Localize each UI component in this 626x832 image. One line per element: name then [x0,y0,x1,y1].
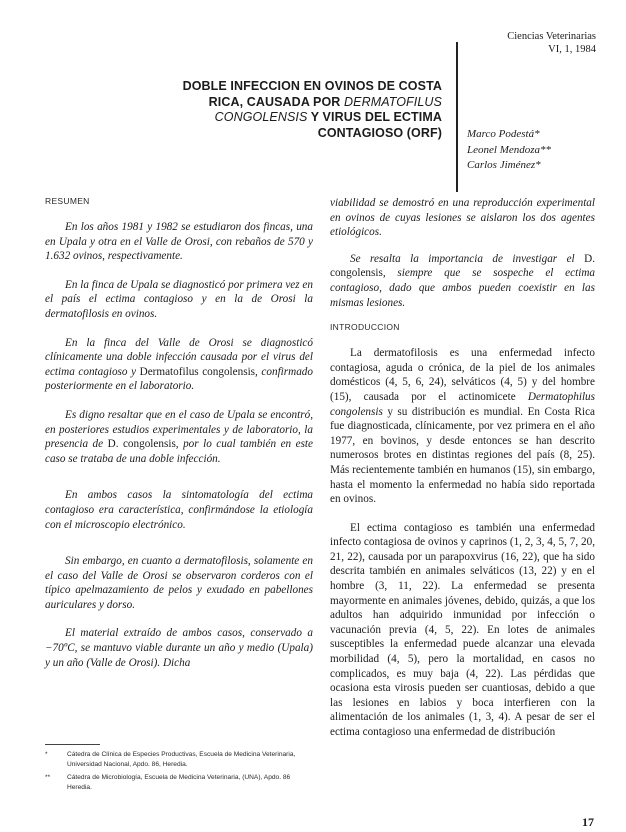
footnote-text: Cátedra de Clínica de Especies Productivas, Escuela de Medicina Veterinaria, Universidad Nacional, Apdo. 86, Heredia. [67,751,296,768]
resumen-paragraph: Se resalta la importancia de investigar el D. congolensis, siempre que se sospeche el ectima contagioso, dado que ambos pueden coexistir en las mismas lesiones. [330,252,595,309]
introduccion-heading: INTRODUCCION [330,322,400,333]
resumen-continuation: viabilidad se demostró en una reproducción experimental en ovinos de cuyas lesiones se aislaron los dos agentes etiológicos. [330,197,595,239]
resumen-heading: RESUMEN [45,196,90,206]
resumen-paragraph: En ambos casos la sintomatología del ectima contagioso era característica, confirmándose la etiología con el microscopio electrónico. [45,489,313,531]
resumen-paragraph: En la finca de Upala se diagnosticó por primera vez en el país el ectima contagioso y en la de Orosi la dermatofilosis en ovinos. [45,278,313,320]
footnote-mark: ** [45,774,51,781]
body-paragraph: El ectima contagioso es también una enfermedad infecto contagiosa de ovinos y caprinos (1, 2, 3, 4, 5, 7, 20, 21, 22), causada por un parapoxvirus (16, 22), que ha sido descrita también en animales selváticos (13, 22) y en el hombre (3, 11, 22). La enfermedad se presenta mayormente en animales jóvenes, debido, quizás, a que los adultos han adquirido inmunidad por infección o vacunación previa (4, 5, 22). En lotes de animales susceptibles la enfermedad puede alcanzar una elevada morbilidad (4, 5), pero la mortalidad, en casos no complicados, es muy baja (4, 22). Las pérdidas que ocasiona esta virosis pueden ser cuantiosas, debido a que las lesiones en labios y boca interfieren con la alimentación de los animales (1, 3, 4). A pesar de ser el ectima contagioso una enfermedad de distribución [330,521,595,738]
title-line-4: CONTAGIOSO (ORF) [317,125,442,140]
journal-header [507,30,596,56]
vertical-rule [456,42,458,192]
resumen-paragraph: En los años 1981 y 1982 se estudiaron dos fincas, una en Upala y otra en el Valle de Orosi, con rebaños de 570 y 1.632 ovinos, respectivamente. [45,221,313,263]
page-number: 17 [582,815,594,829]
footnote-text: Cátedra de Microbiología, Escuela de Medicina Veterinaria, (UNA), Apdo. 86 Heredia. [67,774,291,791]
author-name: Leonel Mendoza** [467,143,552,156]
body-paragraph: La dermatofilosis es una enfermedad infecto contagiosa, aguda o crónica, de la piel de los animales domésticos (4, 5, 6, 24), selváticos (4, 5) y del hombre (15), causada por el actinomicete Dermatophilus congolensis y su distribución es mundial. En Costa Rica fue diagnosticada, clínicamente, por vez primera en el año 1977, en bovinos, y desde entonces se han descrito numerosos brotes en distintas regiones del país (8, 25). Más recientemente también en humanos (15), sin embargo, hasta el momento la enfermedad no había sido reportada en ovinos. [330,347,595,506]
footnote [45,773,315,792]
author-name: Marco Podestá* [467,128,540,140]
resumen-paragraph: Es digno resaltar que en el caso de Upala se encontró, en posteriores estudios experimentales y de laboratorio, la presencia de D. congolensis, por lo cual también en este caso se trataba de una doble infección. [45,408,313,465]
resumen-paragraph: Sin embargo, en cuanto a dermatofilosis, solamente en el caso del Valle de Orosi se observaron corderos con el típico apelmazamiento de pelos y exudado en pabellones auriculares y dorso. [45,555,313,611]
journal-volume: VI, 1, 1984 [548,44,596,55]
article-title [180,79,442,141]
footnote [45,750,315,769]
author-list [467,127,551,174]
resumen-column [45,220,313,670]
resumen-paragraph: El material extraído de ambos casos, conservado a −70ºC, se mantuvo viable durante un año y medio (Upala) y un año (Valle de Orosi). Dicha [45,627,313,669]
journal-name: Ciencias Veterinarias [507,31,596,42]
footnote-rule [45,744,100,745]
resumen-paragraph: En la finca del Valle de Orosi se diagnosticó clínicamente una doble infección causada por el virus del ectima contagioso y Dermatofilus congolensis, confirmado posteriormente en el laboratorio. [45,336,313,393]
right-column [330,196,595,740]
footnote-mark: * [45,751,48,758]
title-line-1: DOBLE INFECCION EN OVINOS DE COSTA [182,79,442,93]
title-line-3: CONGOLENSIS Y VIRUS DEL ECTIMA [214,110,442,124]
title-line-2: RICA, CAUSADA POR DERMATOFILUS [208,94,442,109]
author-name: Carlos Jiménez* [467,159,541,171]
